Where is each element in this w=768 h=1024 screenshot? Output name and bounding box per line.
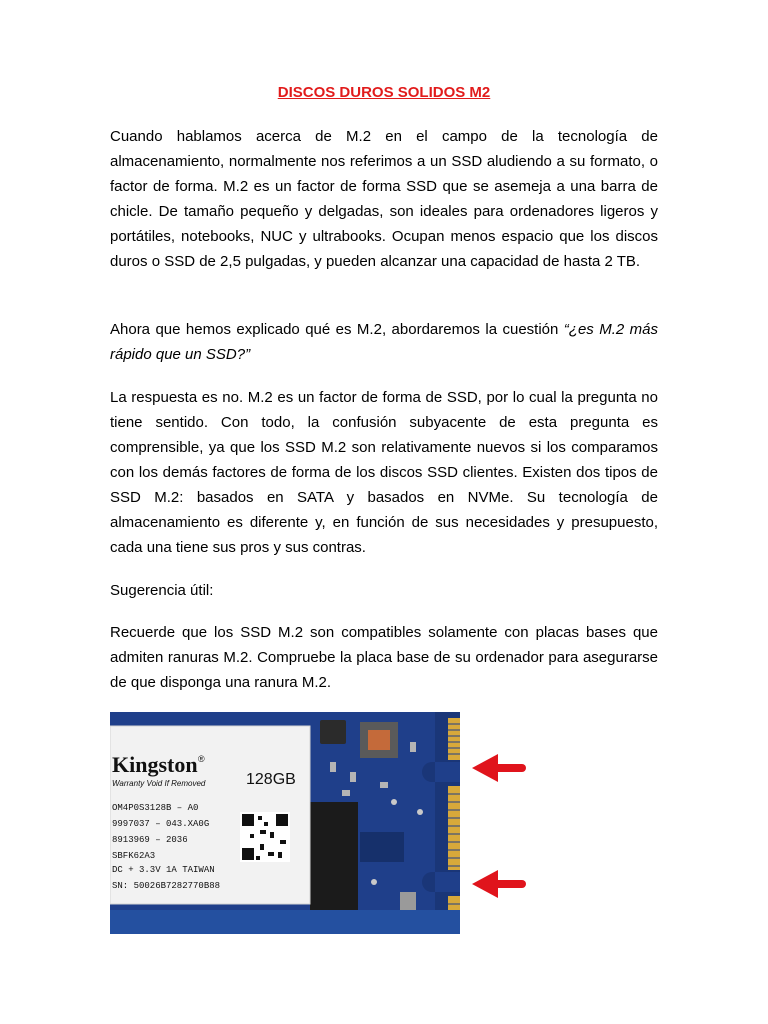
label-line: SN: 50026B7282770B88 [112, 881, 221, 891]
paragraph-intro: Cuando hablamos acerca de M.2 en el campo de la tecnología de almacenamiento, normalmente nos referimos a un SSD aludiendo a su formato, o factor de forma. M.2 es un factor de forma SSD que se asemeja a una barra de chicle. De tamaño pequeño y delgadas, son ideales para ordenadores ligeros y portátiles, notebooks, NUC y ultrabooks. Ocupan menos espacio que los discos duros o SSD de 2,5 pulgadas, y pueden alcanzar una capacidad de hasta 2 TB. [110, 128, 658, 270]
paragraph-question-italic: “¿es M.2 más rápido que un SSD?” [110, 321, 658, 363]
pcb-bottom-edge [110, 910, 460, 934]
label-brand-mark: ® [198, 754, 205, 764]
label-warranty: Warranty Void If Removed [112, 779, 206, 788]
label-line: SBFK62A3 [112, 851, 156, 861]
label-line: OM4P0S3128B – A0 [112, 803, 199, 813]
gold-fingers [448, 718, 460, 930]
label-brand: Kingston [112, 752, 198, 777]
paragraph-tip-heading: Sugerencia útil: [110, 582, 214, 599]
label-line: DC + 3.3V 1A TAIWAN [112, 865, 215, 875]
qr-code [240, 812, 290, 862]
paragraph-tip: Recuerde que los SSD M.2 son compatibles solamente con placas bases que admiten ranuras M.2. Compruebe la placa base de su ordenador para asegurarse de que disponga una ranura M.2. [110, 624, 658, 691]
m2-ssd-illustration [110, 712, 532, 934]
label-line: 9997037 – 043.XA0G [112, 819, 210, 829]
paragraph-answer: La respuesta es no. M.2 es un factor de forma de SSD, por lo cual la pregunta no tiene sentido. Con todo, la confusión subyacente de esta pregunta es comprensible, ya que los SSD M.2 son relativamente nuevos si los comparamos con los demás factores de forma de los discos SSD clientes. Existen dos tipos de SSD M.2: basados en SATA y basados en NVMe. Su tecnología de almacenamiento es diferente y, en función de sus necesidades y presupuesto, cada una tiene sus pros y sus contras. [110, 389, 658, 556]
red-arrow-icon [472, 870, 526, 898]
label-capacity: 128GB [246, 771, 296, 788]
m2-ssd-photo [110, 712, 532, 934]
label-line: 8913969 – 2036 [112, 835, 188, 845]
document-title: DISCOS DUROS SOLIDOS M2 [277, 84, 491, 101]
paragraph-question-lead: Ahora que hemos explicado qué es M.2, abordaremos la cuestión [110, 321, 564, 338]
paragraph-question [110, 317, 658, 367]
red-arrow-icon [472, 754, 526, 782]
